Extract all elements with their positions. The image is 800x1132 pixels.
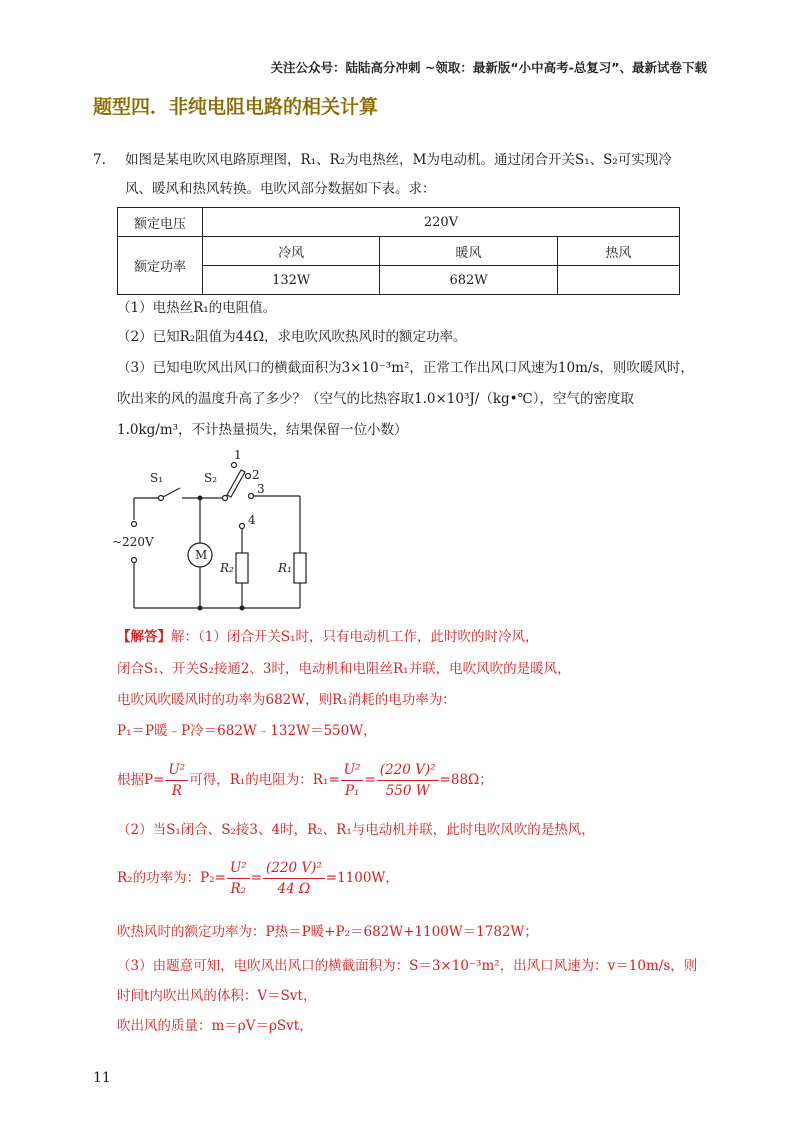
page-number: 11 bbox=[93, 1070, 111, 1086]
label-r1: R₁ bbox=[278, 561, 292, 575]
question-number: 7. bbox=[93, 152, 106, 168]
fraction-220-over-550: $\frac{\text{(220 V)²}}{550 W}$ bbox=[377, 760, 439, 801]
fraction-u2-over-r: $\frac{\text{U²}}{R}$ bbox=[165, 760, 188, 801]
solution-line-3: 电吹风吹暖风时的功率为682W，则R₁消耗的电功率为： bbox=[117, 692, 456, 708]
label-supply-voltage: ~220V bbox=[112, 535, 154, 549]
label-terminal-2: 2 bbox=[252, 468, 260, 482]
solution-tag: 【解答】 bbox=[117, 629, 171, 645]
rated-voltage-label: 额定电压 bbox=[118, 208, 203, 237]
label-r2: R₂ bbox=[220, 561, 234, 575]
circuit-diagram bbox=[110, 448, 320, 613]
fraction-u2-over-r2: $\frac{\text{U²}}{\text{R₂}}$ bbox=[227, 858, 250, 899]
solution-line-8: 吹热风时的额定功率为：P热＝P暖+P₂＝682W+1100W＝1782W； bbox=[117, 924, 538, 940]
label-s2: S₂ bbox=[204, 471, 218, 485]
warm-air-power: 682W bbox=[380, 266, 557, 295]
sub-question-3-line-2: 吹出来的风的温度升高了多少？（空气的比热容取1.0×10³J/（kg•℃），空气的密度取 bbox=[117, 391, 634, 407]
solution-line-1: 【解答】解：（1）闭合开关S₁时，只有电动机工作，此时吹的时冷风， bbox=[117, 629, 539, 645]
motor-symbol: M bbox=[195, 548, 208, 562]
warm-air-header: 暖风 bbox=[380, 237, 557, 266]
cold-air-power: 132W bbox=[203, 266, 380, 295]
solution-line-6: （2）当S₁闭合、S₂接3、4时，R₂、R₁与电动机并联，此时电吹风吹的是热风， bbox=[117, 822, 595, 838]
rated-power-label: 额定功率 bbox=[118, 237, 203, 295]
solution-line-7: R₂的功率为：P₂= $\frac{\text{U²}}{\text{R₂}}$ = $\frac{\text{(220 V)²}}{44 \Omega}$ =1100W， bbox=[117, 860, 399, 897]
label-terminal-4: 4 bbox=[248, 513, 256, 527]
solution-line-10: 时间t内吹出风的体积：V＝Svt， bbox=[117, 988, 317, 1004]
question-line-2: 风、暖风和热风转换。电吹风部分数据如下表。求： bbox=[125, 181, 436, 197]
hot-air-header: 热风 bbox=[557, 237, 679, 266]
sub-question-1: （1）电热丝R₁的电阻值。 bbox=[117, 300, 277, 316]
spec-table bbox=[117, 207, 680, 295]
sub-question-3-line-3: 1.0kg/m³，不计热量损失，结果保留一位小数） bbox=[117, 422, 408, 438]
rated-voltage-value: 220V bbox=[203, 208, 680, 237]
section-title: 题型四．非纯电阻电路的相关计算 bbox=[93, 96, 379, 118]
cold-air-header: 冷风 bbox=[203, 237, 380, 266]
solution-line-11: 吹出风的质量：m＝ρV＝ρSvt， bbox=[117, 1018, 313, 1034]
question-line-1: 如图是某电吹风电路原理图，R₁、R₂为电热丝，M为电动机。通过闭合开关S₁、S₂可实现冷 bbox=[125, 152, 672, 168]
hot-air-power bbox=[557, 266, 679, 295]
fraction-220-over-44: $\frac{\text{(220 V)²}}{44 \Omega}$ bbox=[263, 858, 325, 899]
label-s1: S₁ bbox=[150, 471, 164, 485]
label-terminal-1: 1 bbox=[234, 448, 242, 462]
fraction-u2-over-p1: $\frac{\text{U²}}{\text{P₁}}$ bbox=[341, 760, 364, 801]
solution-line-2: 闭合S₁、开关S₂接通2、3时，电动机和电阻丝R₁并联，电吹风吹的是暖风， bbox=[117, 661, 571, 677]
sub-question-3-line-1: （3）已知电吹风出风口的横截面积为3×10⁻³m²，正常工作出风口风速为10m/s，则吹暖风时， bbox=[117, 360, 694, 376]
page-header: 关注公众号：陆陆高分冲刺 ~领取：最新版“小中高考-总复习”、最新试卷下载 bbox=[270, 60, 707, 75]
solution-line-5: 根据P= $\frac{\text{U²}}{R}$ 可得，R₁的电阻为：R₁= $\frac{\text{U²}}{\text{P₁}}$ = $\frac{\text{(220 V)²}}{550 W}$ =88Ω； bbox=[117, 762, 493, 799]
sub-question-2: （2）已知R₂阻值为44Ω，求电吹风吹热风时的额定功率。 bbox=[117, 329, 467, 345]
solution-line-9: （3）由题意可知，电吹风出风口的横截面积为：S＝3×10⁻³m²，出风口风速为：v＝10m/s，则 bbox=[117, 958, 698, 974]
solution-line-4: P₁＝P暖﹣P冷＝682W﹣132W＝550W， bbox=[117, 723, 377, 739]
label-terminal-3: 3 bbox=[257, 482, 265, 496]
